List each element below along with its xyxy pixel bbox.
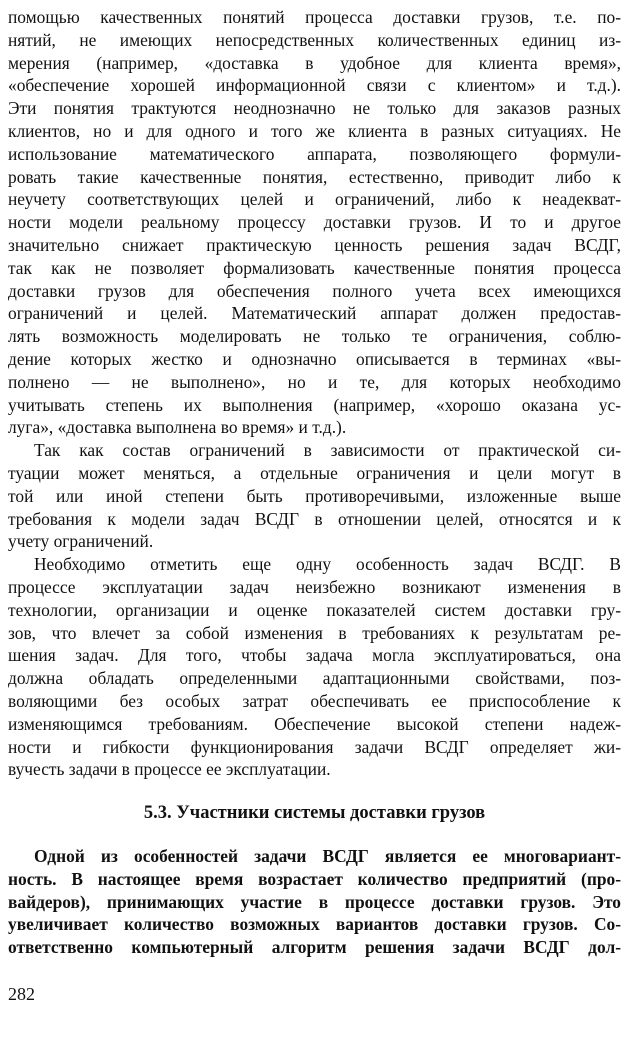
text-line: нятий, не имеющих непосредственных количественных единиц из-	[8, 29, 621, 50]
text-line: Необходимо отметить еще одну особенность задач ВСДГ. В	[34, 554, 621, 575]
text-line: изменяющимся требованиям. Обеспечение высокой степени надеж-	[8, 713, 621, 734]
text-line: должна обладать определенными адаптационными свойствами, поз-	[8, 668, 621, 689]
text-line: шения задач. Для того, чтобы задача могла эксплуатироваться, она	[8, 645, 621, 666]
text-line: луга», «доставка выполнена во время» и т.д.).	[8, 417, 347, 438]
text-line: увеличивает количество возможных вариантов доставки грузов. Со-	[8, 914, 621, 935]
paragraph-3	[8, 553, 621, 781]
text-line: «обеспечение хорошей информационной связи с клиентом» и т.д.).	[8, 75, 621, 96]
text-line: дение которых жестко и однозначно описывается в терминах «вы-	[8, 348, 621, 369]
section-title: 5.3. Участники системы доставки грузов	[143, 803, 486, 824]
text-line: зов, что влечет за собой изменения в требованиях к результатам ре-	[8, 622, 621, 643]
text-line: туации может меняться, а отдельные ограничения и цели могут в	[8, 462, 621, 483]
text-line: вайдеров), принимающих участие в процессе доставки грузов. Это	[8, 891, 621, 912]
paragraph-1	[8, 6, 621, 439]
text-line: требования к модели задач ВСДГ в отношении целей, относятся и к	[8, 508, 621, 529]
paragraph-4	[8, 845, 621, 959]
text-line: учету ограничений.	[8, 531, 154, 552]
text-line: лять возможность моделировать не только те ограничения, соблю-	[8, 326, 621, 347]
text-line: доставки грузов для обеспечения полного учета всех имеющихся	[8, 280, 621, 301]
text-line: ограничений и целей. Математический аппарат должен предостав-	[8, 303, 621, 324]
text-line: полнено — не выполнено», но и те, для которых необходимо	[8, 371, 621, 392]
text-line: использование математического аппарата, позволяющего формули-	[8, 143, 621, 164]
text-line: технологии, организации и оценке показателей систем доставки гру-	[8, 599, 621, 620]
text-line: ность. В настоящее время возрастает количество предприятий (про-	[8, 868, 621, 889]
text-line: ности модели реальному процессу доставки грузов. И то и другое	[8, 212, 621, 233]
text-line: так как не позволяет формализовать качественные понятия процесса	[8, 257, 621, 278]
paragraph-2	[8, 439, 621, 553]
text-line: ности и гибкости функционирования задачи ВСДГ определяет жи-	[8, 736, 621, 757]
text-line: помощью качественных понятий процесса доставки грузов, т.е. по-	[8, 7, 621, 27]
text-line: учитывать степень их выполнения (например, «хорошо оказана ус-	[8, 394, 621, 415]
text-line: той или иной степени быть противоречивыми, изложенные выше	[8, 485, 621, 506]
text-line: неучету соответствующих целей и ограничений, либо к неадекват-	[8, 189, 621, 210]
text-line: Одной из особенностей задачи ВСДГ является ее многовариант-	[34, 846, 621, 867]
page-number: 282	[8, 984, 35, 1004]
text-line: значительно снижает практическую ценность решения задач ВСДГ,	[8, 234, 621, 255]
text-line: воляющими без особых затрат обеспечивать ее приспособление к	[8, 690, 621, 711]
text-line: ответственно компьютерный алгоритм решения задачи ВСДГ дол-	[8, 937, 621, 958]
text-line: мерения (например, «доставка в удобное для клиента время»,	[8, 52, 621, 73]
text-line: ровать такие качественные понятия, естественно, приводит либо к	[8, 166, 621, 187]
text-line: вучесть задачи в процессе ее эксплуатации.	[8, 759, 331, 780]
text-line: клиентов, но и для одного и того же клиента в разных ситуациях. Не	[8, 120, 621, 141]
text-line: Так как состав ограничений в зависимости от практической си-	[34, 440, 621, 461]
text-line: Эти понятия трактуются неоднозначно не только для заказов разных	[8, 98, 621, 119]
text-line: процессе эксплуатации задач неизбежно возникают изменения в	[8, 576, 621, 597]
